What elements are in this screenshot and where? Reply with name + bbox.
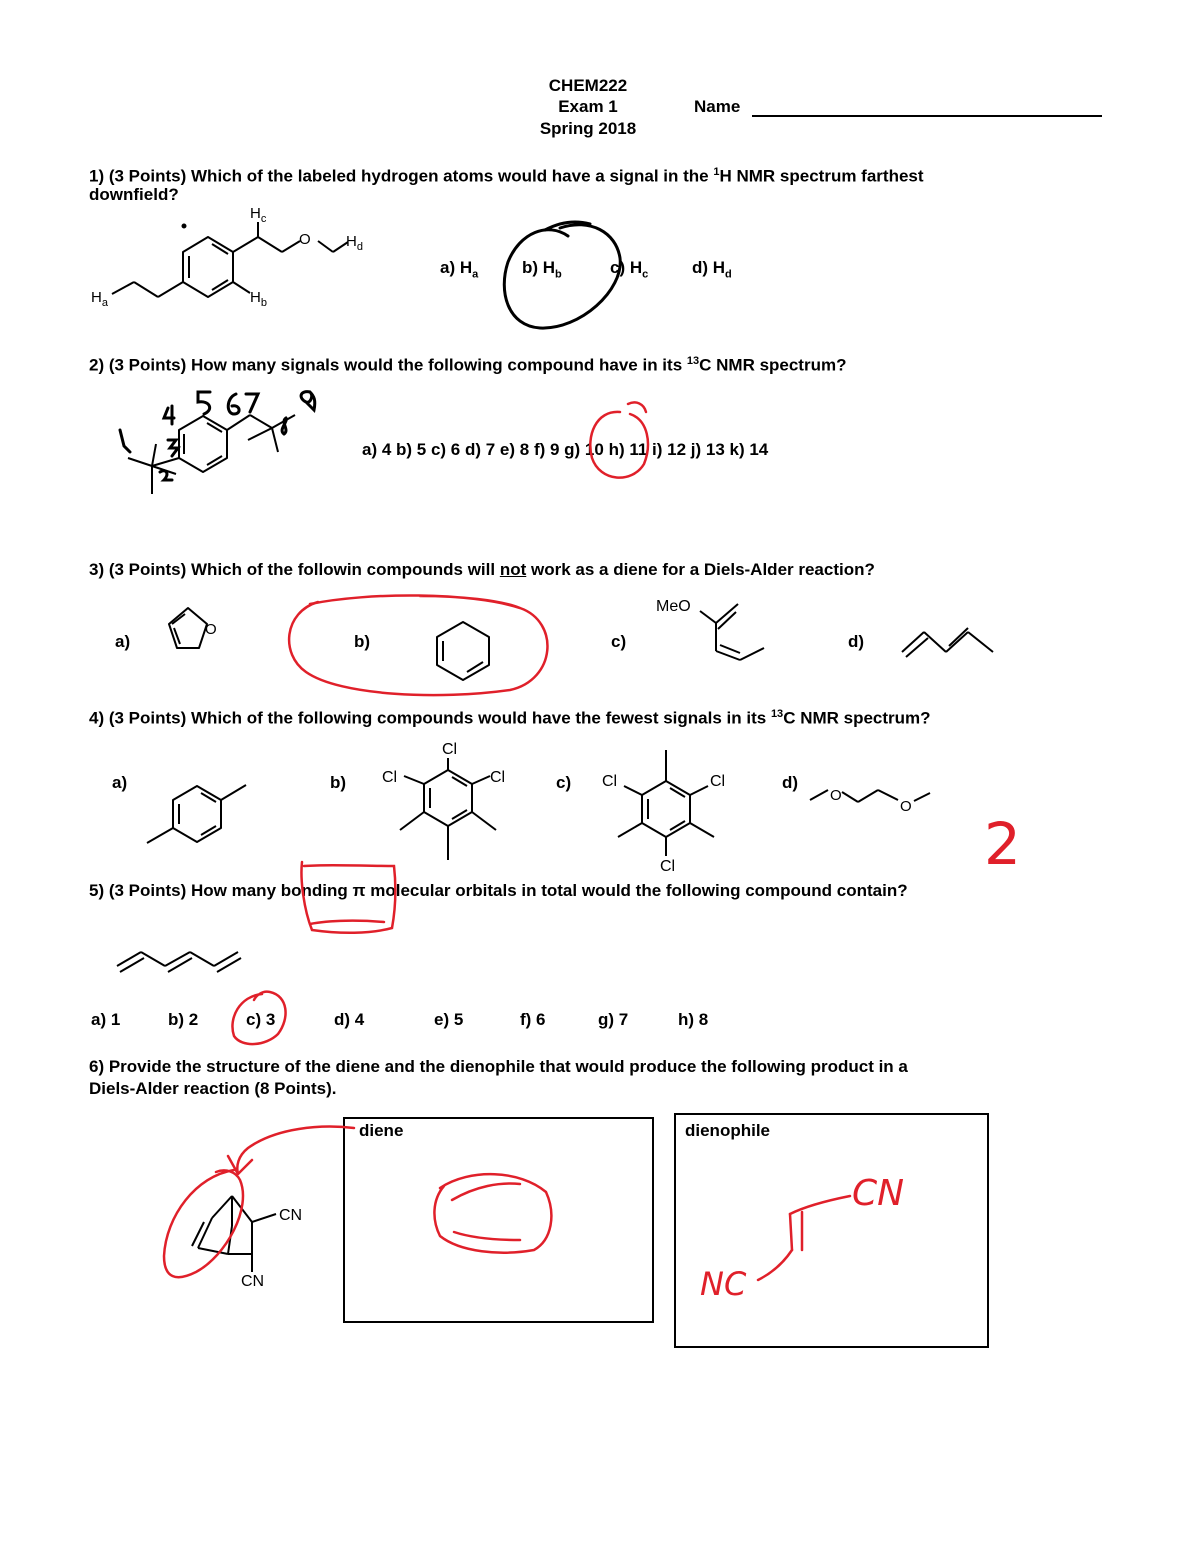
name-label: Name xyxy=(694,97,741,116)
dienophile-label: dienophile xyxy=(685,1121,770,1140)
q3-choice-d[interactable]: d) xyxy=(848,632,865,651)
q5-choice-b[interactable]: b) 2 xyxy=(168,1010,199,1029)
q3-choice-c[interactable]: c) xyxy=(611,632,627,651)
q4b-cl-left: Cl xyxy=(382,769,398,786)
q2-text-b: C NMR spectrum? xyxy=(699,355,847,375)
q1-label-o: O xyxy=(299,231,311,248)
q5-choice-g[interactable]: g) 7 xyxy=(598,1010,629,1029)
q4c-cl-bottom: Cl xyxy=(660,858,676,875)
q4-hw-answer: 2 xyxy=(984,810,1021,878)
q3-not: not xyxy=(499,560,527,579)
q1-sup: 1 xyxy=(713,166,720,178)
q3-choice-a[interactable]: a) xyxy=(115,632,131,651)
q1-choice-c[interactable]: c) $H_c$ xyxy=(610,258,649,281)
q5-choice-c[interactable]: c) 3 xyxy=(246,1010,276,1029)
q1-label-hd: $H_d$ xyxy=(346,233,363,253)
q6-prompt: 6) Provide the structure of the diene and the dienophile that would produce the following product in a xyxy=(89,1057,908,1076)
course-title: CHEM222 xyxy=(548,76,628,95)
q3-furan-o: O xyxy=(205,621,217,638)
q3-text-b: work as a diene for a Diels-Alder reaction? xyxy=(526,560,875,579)
q3-meo: MeO xyxy=(656,598,691,615)
q4-text-a: 4) (3 Points) Which of the following compounds would have the fewest signals in its xyxy=(89,708,771,728)
q6-prompt-line2: Diels-Alder reaction (8 Points). xyxy=(89,1079,337,1098)
q4-sup: 13 xyxy=(770,708,784,720)
q4-choice-a[interactable]: a) xyxy=(112,773,128,792)
q5-choice-h[interactable]: h) 8 xyxy=(678,1010,709,1029)
q6-cn-bottom: CN xyxy=(241,1273,265,1290)
q6-cn-top: CN xyxy=(279,1207,303,1224)
q4-choice-c[interactable]: c) xyxy=(556,773,572,792)
q5-choice-d[interactable]: d) 4 xyxy=(334,1010,365,1029)
q5-choice-a[interactable]: a) 1 xyxy=(91,1010,121,1029)
q2-sup: 13 xyxy=(686,355,700,367)
q4b-cl-top: Cl xyxy=(442,741,458,758)
q4-choice-b[interactable]: b) xyxy=(330,773,347,792)
q3-choice-b[interactable]: b) xyxy=(354,632,371,651)
q1-choice-b[interactable]: b) $H_b$ xyxy=(522,258,562,281)
q1-label-ha: $H_a$ xyxy=(91,289,108,309)
q1-choice-d[interactable]: d) $H_d$ xyxy=(692,258,732,281)
q4c-cl-left: Cl xyxy=(602,773,618,790)
q1-label-hc: $H_c$ xyxy=(250,205,267,225)
q4-choice-d[interactable]: d) xyxy=(782,773,799,792)
q4d-o1: O xyxy=(830,787,842,804)
q4c-cl-right: Cl xyxy=(710,773,726,790)
q1-text-b: H NMR spectrum farthest xyxy=(719,166,924,186)
q2-choices[interactable]: a) 4 b) 5 c) 6 d) 7 e) 8 f) 9 g) 10 h) 11 i) 12 j) 13 k) 14 xyxy=(362,440,769,459)
q1-label-hb: $H_b$ xyxy=(250,289,267,309)
q4d-o2: O xyxy=(900,798,912,815)
q4-text-b: C NMR spectrum? xyxy=(783,708,931,728)
q6-hw-nc: NC xyxy=(700,1265,747,1303)
q2-text-a: 2) (3 Points) How many signals would the following compound have in its xyxy=(89,355,687,375)
q4b-cl-right: Cl xyxy=(490,769,506,786)
q5-prompt: 5) (3 Points) How many bonding π molecular orbitals in total would the following compound contain? xyxy=(89,881,908,900)
q5-choice-e[interactable]: e) 5 xyxy=(434,1010,464,1029)
term-title: Spring 2018 xyxy=(539,119,637,138)
q5-choice-f[interactable]: f) 6 xyxy=(520,1010,546,1029)
q1-prompt-line2: downfield? xyxy=(89,185,179,204)
q1-choice-a[interactable]: a) $H_a$ xyxy=(440,258,479,281)
q1-text-a: 1) (3 Points) Which of the labeled hydrogen atoms would have a signal in the xyxy=(89,166,714,186)
exam-title: Exam 1 xyxy=(558,97,618,116)
q6-hw-cn: CN xyxy=(852,1173,905,1214)
q3-text-a: 3) (3 Points) Which of the followin compounds will xyxy=(89,560,500,579)
diene-label: diene xyxy=(359,1121,404,1140)
